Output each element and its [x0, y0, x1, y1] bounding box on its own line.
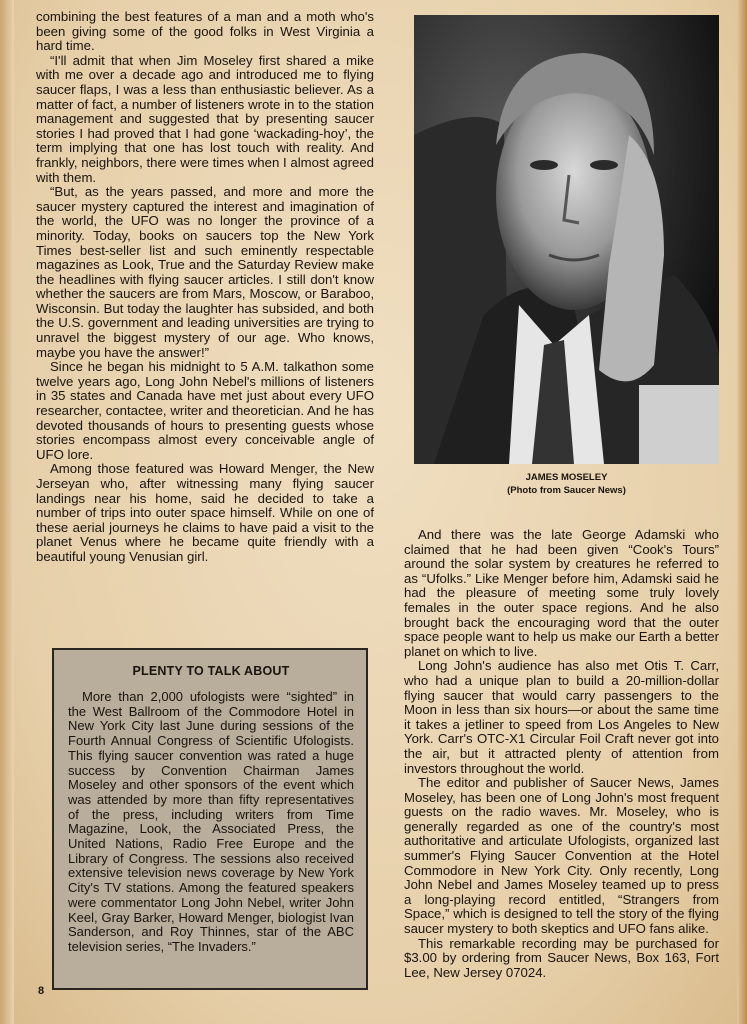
article-paragraph: Since he began his midnight to 5 A.M. talkathon some twelve years ago, Long John Nebel's millions of listeners in 35 states and Canada have met just about every UFO researcher, contactee, writer and theoretician. And he has devoted thousands of hours to presenting guests whose stories encompass almost every conceivable angle of UFO lore. [36, 359, 374, 462]
caption-name: JAMES MOSELEY [525, 472, 608, 483]
page-binding-left [0, 0, 14, 1024]
article-paragraph: And there was the late George Adamski who claimed that he had been given “Cook's Tours” around the solar system by creatures he referred to as “Ufolks.” Like Menger before him, Adamski said he had the pleasure of meeting some truly lovely females in the outer space regions. And he also brought back the encouraging word that the outer space people want to help us make our Earth a better planet on which to live. [404, 527, 719, 659]
article-paragraph: The editor and publisher of Saucer News, James Moseley, has been one of Long John's most frequent guests on the radio waves. Mr. Moseley, who is generally regarded as one of the country's most authoritative and articulate Ufologists, organized last summer's Flying Saucer Convention at the Hotel Commodore in New York City. Only recently, Long John Nebel and James Moseley teamed up to press a long-playing record entitled, “Strangers from Space,” which is designed to tell the story of the flying saucer mystery to both skeptics and UFO fans alike. [404, 775, 719, 937]
article-paragraph: combining the best features of a man and a moth who's been giving some of the good folks in West Virginia a hard time. [36, 9, 374, 54]
article-paragraph: Among those featured was Howard Menger, the New Jerseyan who, after witnessing many flying saucer landings near his home, said he decided to take a number of trips into outer space himself. While on one of these aerial journeys he claims to have paid a visit to the planet Venus where he became quite friendly with a beautiful young Venusian girl. [36, 461, 374, 564]
sidebar-title: PLENTY TO TALK ABOUT [132, 664, 290, 678]
page-edge-right [737, 0, 747, 1024]
article-paragraph: “I'll admit that when Jim Moseley first shared a mike with me over a decade ago and introduced me to flying saucer flaps, I was a less than enthusiastic believer. As a matter of fact, a number of listeners wrote in to the station management and suggested that by presenting saucer stories I had proved that I had gone ‘wackading-hoy’, the term implying that one has lost touch with reality. And frankly, neighbors, there were times when I almost agreed with them. [36, 52, 374, 185]
article-right-column [404, 528, 719, 980]
caption-credit: (Photo from Saucer News) [507, 485, 626, 496]
photo-caption [414, 471, 719, 497]
sidebar-body: More than 2,000 ufologists were “sighted” in the West Ballroom of the Commodore Hotel in New York City last June during sessions of the Fourth Annual Congress of Scientific Ufologists. This flying saucer convention was rated a huge success by Convention Chairman James Moseley and other sponsors of the event which was attended by more than fifty representatives of the press, including writers from Time Magazine, Look, the Associated Press, the United Nations, Radio Free Europe and the Library of Congress. The sessions also received extensive television news coverage by New York City's TV stations. Among the featured speakers were commentator Long John Nebel, writer John Keel, Gray Barker, Howard Menger, biologist Ivan Sanderson, and Roy Thinnes, star of the ABC television series, “The Invaders.” [68, 689, 354, 954]
sidebar-box [52, 648, 368, 990]
portrait-photo [414, 15, 719, 464]
article-paragraph: Long John's audience has also met Otis T. Carr, who had a unique plan to build a 20-million-dollar flying saucer that would carry passengers to the Moon in less than six hours—or about the same time it takes a jetliner to speed from Los Angeles to New York. Carr's OTC-X1 Circular Foil Craft never got into the air, but it attracted plenty of attention from investors throughout the world. [404, 658, 719, 776]
article-paragraph: This remarkable recording may be purchased for $3.00 by ordering from Saucer News, Box 163, Fort Lee, New Jersey 07024. [404, 935, 719, 980]
portrait-photo-illustration [414, 15, 719, 464]
page-number: 8 [38, 985, 45, 997]
article-left-column [36, 10, 374, 565]
article-paragraph: “But, as the years passed, and more and more the saucer mystery captured the interest and imagination of the world, the UFO was no longer the province of a minority. Today, books on saucers top the New York Times best-seller list and such eminently respectable magazines as Look, True and the Saturday Review make the headlines with flying saucer articles. I still don't know whether the saucers are from Mars, Moscow, or Baraboo, Wisconsin. But today the laughter has subsided, and both the U.S. government and leading universities are trying to unravel the biggest mystery of our age. Who knows, maybe you have the answer!” [36, 184, 374, 360]
